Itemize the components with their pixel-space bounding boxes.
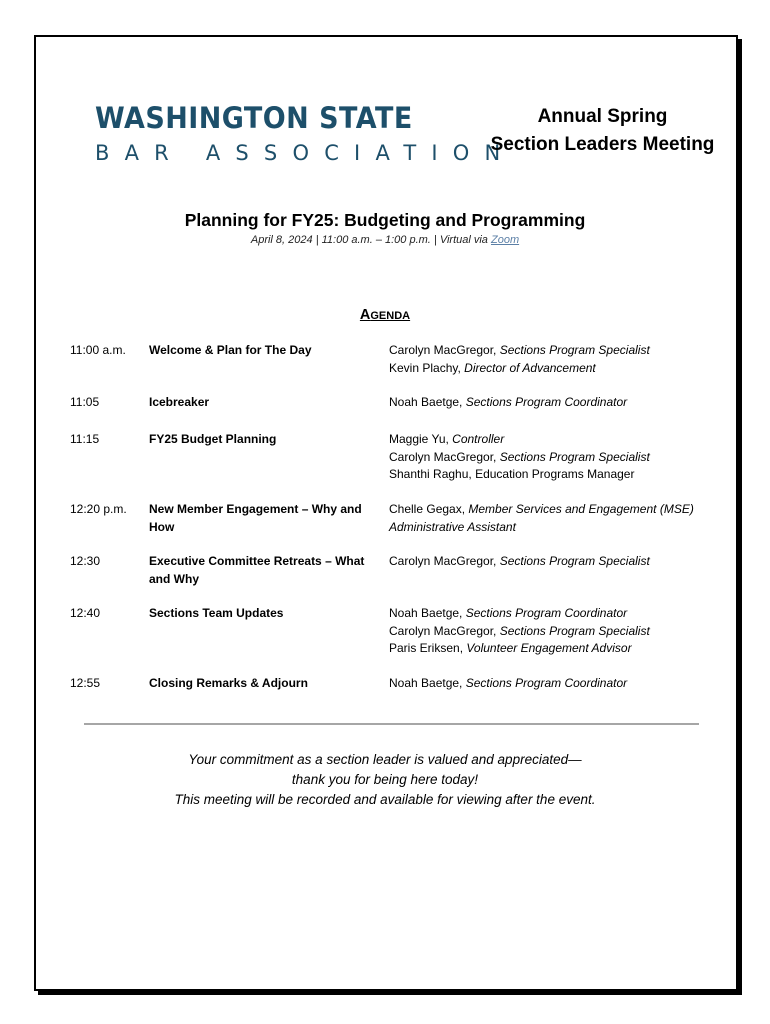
speaker — [389, 623, 714, 641]
agenda-time: 12:40 — [70, 606, 101, 620]
divider-line — [84, 723, 699, 725]
event-title — [470, 103, 735, 159]
agenda-heading-rest: GENDA — [370, 310, 411, 322]
speaker — [389, 431, 714, 449]
agenda-item: Closing Remarks & Adjourn — [149, 676, 308, 690]
agenda-speakers — [389, 501, 714, 536]
agenda-speakers — [389, 342, 714, 377]
meeting-subtitle: Planning for FY25: Budgeting and Programming — [184, 210, 586, 230]
agenda-heading — [0, 307, 770, 323]
closing-message — [0, 750, 770, 810]
speaker-name: Chelle Gegax, — [389, 502, 469, 516]
agenda-time: 11:05 — [70, 395, 100, 409]
speaker — [389, 360, 714, 378]
closing-line2: thank you for being here today! — [291, 772, 479, 787]
speaker-name: Carolyn MacGregor, — [389, 554, 500, 568]
agenda-time: 11:00 a.m. — [70, 343, 126, 357]
agenda-heading-initial: A — [359, 307, 371, 323]
speaker-role: Controller — [452, 432, 505, 446]
speaker — [389, 501, 714, 536]
closing-line3: This meeting will be recorded and available for viewing after the event. — [174, 792, 596, 807]
event-title-line2: Section Leaders Meeting — [490, 134, 715, 155]
speaker-name: Noah Baetge, — [389, 676, 466, 690]
speaker-role: Sections Program Coordinator — [465, 676, 628, 690]
speaker-name: Carolyn MacGregor, — [389, 449, 500, 464]
closing-line1: Your commitment as a section leader is valued and appreciated— — [188, 752, 582, 767]
speaker-name: Carolyn MacGregor, — [389, 623, 500, 638]
agenda-speakers — [389, 605, 714, 658]
agenda-speakers — [389, 553, 714, 571]
wsba-logo — [95, 100, 516, 166]
agenda-item: Sections Team Updates — [149, 606, 284, 620]
agenda-speakers — [389, 431, 714, 484]
speaker-role: Sections Program Specialist — [499, 449, 650, 464]
speaker — [389, 449, 714, 467]
speaker-role: Sections Program Specialist — [499, 343, 650, 357]
speaker — [389, 605, 714, 623]
agenda-speakers — [389, 394, 714, 412]
speaker-name: Maggie Yu, — [389, 432, 453, 446]
logo-line1: WASHINGTON STATE — [95, 101, 413, 135]
agenda-item: Icebreaker — [149, 395, 210, 409]
agenda-time: 11:15 — [70, 432, 100, 446]
agenda-time: 12:20 p.m. — [70, 502, 127, 516]
speaker-name: Paris Eriksen, — [389, 641, 467, 655]
event-title-line1: Annual Spring — [537, 106, 668, 127]
speaker-name: Noah Baetge, — [389, 395, 466, 409]
speaker — [389, 675, 714, 693]
speaker-role: Sections Program Coordinator — [465, 606, 628, 620]
speaker — [389, 553, 714, 571]
speaker-role: Member Services and Engagement (MSE) Administrative Assistant — [389, 502, 694, 534]
speaker-role: Sections Program Coordinator — [465, 395, 628, 409]
agenda-item: Welcome & Plan for The Day — [149, 343, 312, 357]
agenda-item: New Member Engagement – Why and How — [149, 502, 362, 534]
agenda-time: 12:55 — [70, 676, 101, 690]
speaker — [389, 466, 714, 484]
agenda-time: 12:30 — [70, 554, 101, 568]
speaker-name: Noah Baetge, — [389, 606, 466, 620]
speaker-role: Sections Program Specialist — [499, 623, 650, 638]
speaker — [389, 394, 714, 412]
zoom-link[interactable]: Zoom — [490, 234, 520, 246]
agenda-speakers — [389, 675, 714, 693]
speaker-role: Director of Advancement — [464, 360, 596, 375]
dateline — [0, 234, 770, 246]
speaker-role: Volunteer Engagement Advisor — [466, 641, 632, 655]
speaker-name: Kevin Plachy, — [389, 360, 465, 375]
agenda-item: FY25 Budget Planning — [149, 432, 277, 446]
speaker-name: Carolyn MacGregor, — [389, 343, 500, 357]
speaker-name: Shanthi Raghu, Education Programs Manager — [389, 467, 635, 481]
speaker — [389, 640, 714, 658]
agenda-item: Executive Committee Retreats – What and Why — [149, 554, 365, 586]
dateline-text: April 8, 2024 | 11:00 a.m. – 1:00 p.m. | Virtual via — [250, 234, 491, 246]
speaker-role: Sections Program Specialist — [499, 554, 650, 568]
speaker — [389, 342, 714, 360]
logo-line2: BAR ASSOCIATION — [95, 141, 516, 165]
